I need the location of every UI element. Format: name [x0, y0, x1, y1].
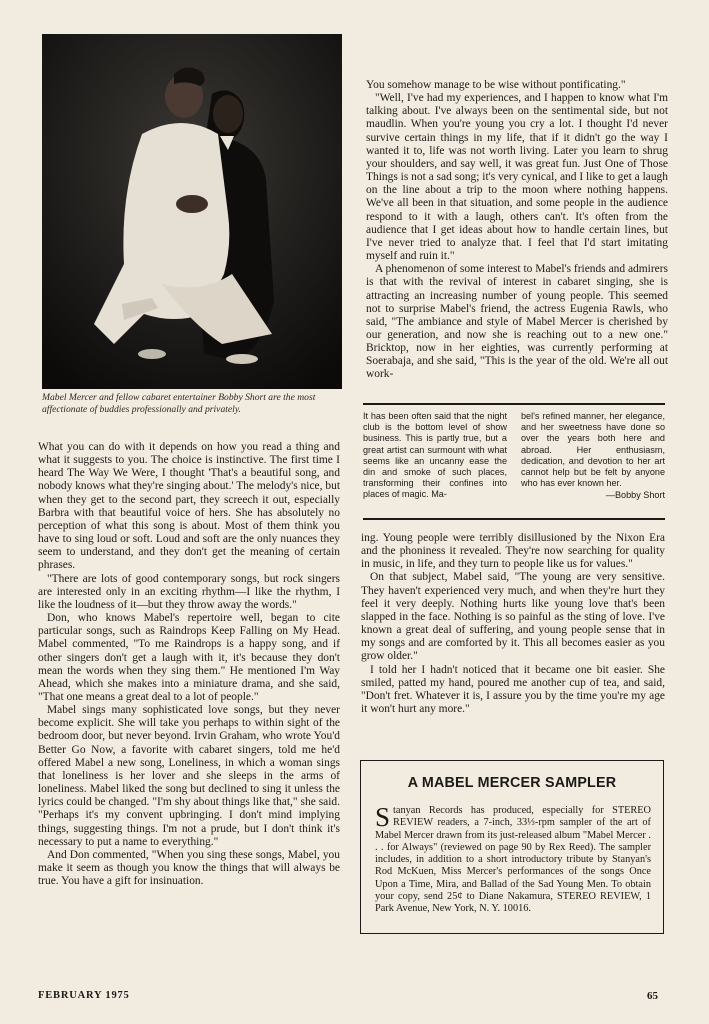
article-column-right-top [366, 79, 668, 382]
paragraph: I told her I hadn't noticed that it became one bit easier. She smiled, patted my hand, poured me another cup of tea, and said, "Don't fret. Whatever it is, I assure you by the time you're my age it won't hurt any more." [361, 663, 665, 716]
paragraph: You somehow manage to be wise without pontificating." [366, 79, 626, 91]
pullquote-top-rule [363, 403, 665, 405]
paragraph: Mabel sings many sophisticated love songs, but they never become explicit. She will take you perhaps to within sight of the bedroom door, but never beyond. Irvin Graham, who wrote You'd Better Go Now, a favorite with cabaret singers, told me he'd offered Mabel a new song, Loneliness, in which a woman sings that loneliness is her lover and she sleeps in the arms of loneliness. Mabel liked the song but declined to sing it unless the lyrics could be changed. "I'm shy about things like that," she said. "Perhaps it's my convent upbringing. I don't mind implying things, suggesting things. I'm not a prude, but I don't think it's necessary to put a name to everything." [38, 704, 340, 848]
paragraph: On that subject, Mabel said, "The young are very sensitive. They haven't experienced very much, and when they're hurt they feel it very deeply. Nothing hurts like young love that's been slapped in the face. Nothing is so painful as the sting of love. I've known a great deal of suffering, and young people sense that in my songs and are comforted by it. This all becomes easier as you grow older." [361, 571, 665, 663]
sampler-dropcap: S [375, 802, 391, 832]
pullquote-attribution: —Bobby Short [605, 490, 665, 501]
sampler-body [375, 802, 651, 916]
sampler-title: A MABEL MERCER SAMPLER [407, 775, 617, 791]
pullquote-column-a: It has been often said that the night club is the bottom level of show business. This is partly true, but a great artist can surmount with what seems like an uncanny ease the din and smoke of such places, transforming their confines into places of magic. Ma- [363, 411, 507, 500]
pullquote-text: bel's refined manner, her elegance, and her sweetness have done so over the years both here and abroad. Her enthusiasm, dedication, and devotion to her art cannot help but be felt by anyone who has ever known her. [521, 411, 665, 489]
photo-mercer-and-short [42, 34, 342, 389]
sampler-text: tanyan Records has produced, especially for STEREO REVIEW readers, a 7-inch, 33⅓-rpm sampler of the art of Mabel Mercer drawn from its just-released album "Mabel Mercer . . . for Always" (reviewed on page 90 by Rex Reed). The sampler includes, in addition to a short introductory tribute by Stanyan's Rod McKuen, Miss Mercer's performances of the songs Once Upon a Time, Mira, and Ballad of the Sad Young Men. To obtain your copy, send 25¢ to Diane Nakamura, STEREO REVIEW, 1 Park Avenue, New York, N. Y. 10016. [375, 805, 651, 915]
paragraph: A phenomenon of some interest to Mabel's friends and admirers is that with the revival of interest in cabaret singing, she is attracting an increasing number of young people. This seemed not to surprise Mabel's friend, the actress Eugenia Rawls, who said, "The ambiance and style of Mabel Mercer is cherished by our generation, and now she is reaching out to a new one." Bricktop, now in her eighties, was currently performing at Soerabaja, and she said, "This is the year of the old. We're all out work- [366, 263, 668, 381]
paragraph: What you can do with it depends on how you read a thing and what it suggests to you. The choice is instinctive. The first time I heard The Way We Were, I thought 'That's a beautiful song, and nobody knows what they're singing about.' The melody's nice, but when they get to the second part, they screech it out, especially Barbra with that beautiful voice of hers. She has absolutely no perception of what this song is about. Most of them think you have to sing loud or soft. Loud and soft are the only nuances they seem to understand, and they don't get the meaning of certain phrases. [38, 441, 340, 572]
paragraph: Don, who knows Mabel's repertoire well, began to cite particular songs, such as Raindrops Keep Falling on My Head. Mabel commented, "To me Raindrops is a happy song, and if other singers don't get a laugh with it, it's because they don't mean the words when they sing them." He mentioned I'm Way Ahead, which she makes into a miniature drama, and she said, "That one means a great deal to a lot of people." [38, 612, 340, 703]
photo-illustration [42, 34, 342, 389]
paragraph: And Don commented, "When you sing these songs, Mabel, you make it seem as though you know the things that will always be true. You have a gift for insinuation. [38, 848, 340, 888]
page-number: 65 [647, 990, 658, 1002]
pullquote-bottom-rule [363, 518, 665, 520]
pullquote [363, 411, 665, 515]
paragraph: "Well, I've had my experiences, and I happen to know what I'm talking about. I've always been on the sentimental side, but not maudlin. When you're young you cry a lot. I thought I'd never survive certain things in my life, that if it didn't go the way I wanted it to, life was not worth living. Later you learn to shrug your shoulders, and say well, it was great fun. Just One of Those Things is not a sad song; it's very cynical, and I like to get a laugh on the line about a trip to the moon where nothing happens. We've all been in that situation, and some people in the audience respond to it with a laugh, others can't. It's often from the audience that I get ideas about how to handle certain lines, but I've never tried to analyze that. I feel that I'd start imitating myself and ruin it." [366, 92, 668, 263]
article-column-right-bottom [361, 532, 665, 716]
paragraph: "There are lots of good contemporary songs, but rock singers are interested only in an exciting rhythm—I like the rhythm, I like the loudness of it—but they throw away the words." [38, 572, 340, 611]
footer-date: FEBRUARY 1975 [38, 990, 130, 1001]
paragraph: ing. Young people were terribly disillusioned by the Nixon Era and the phoniness it revealed. They're now searching for quality in music, in life, and they turn to people like us for values." [361, 532, 665, 571]
sampler-box [360, 760, 664, 934]
pullquote-column-b [521, 411, 665, 502]
article-column-left [38, 441, 340, 888]
photo-caption: Mabel Mercer and fellow cabaret entertainer Bobby Short are the most affectionate of buddies professionally and privately. [42, 392, 316, 415]
